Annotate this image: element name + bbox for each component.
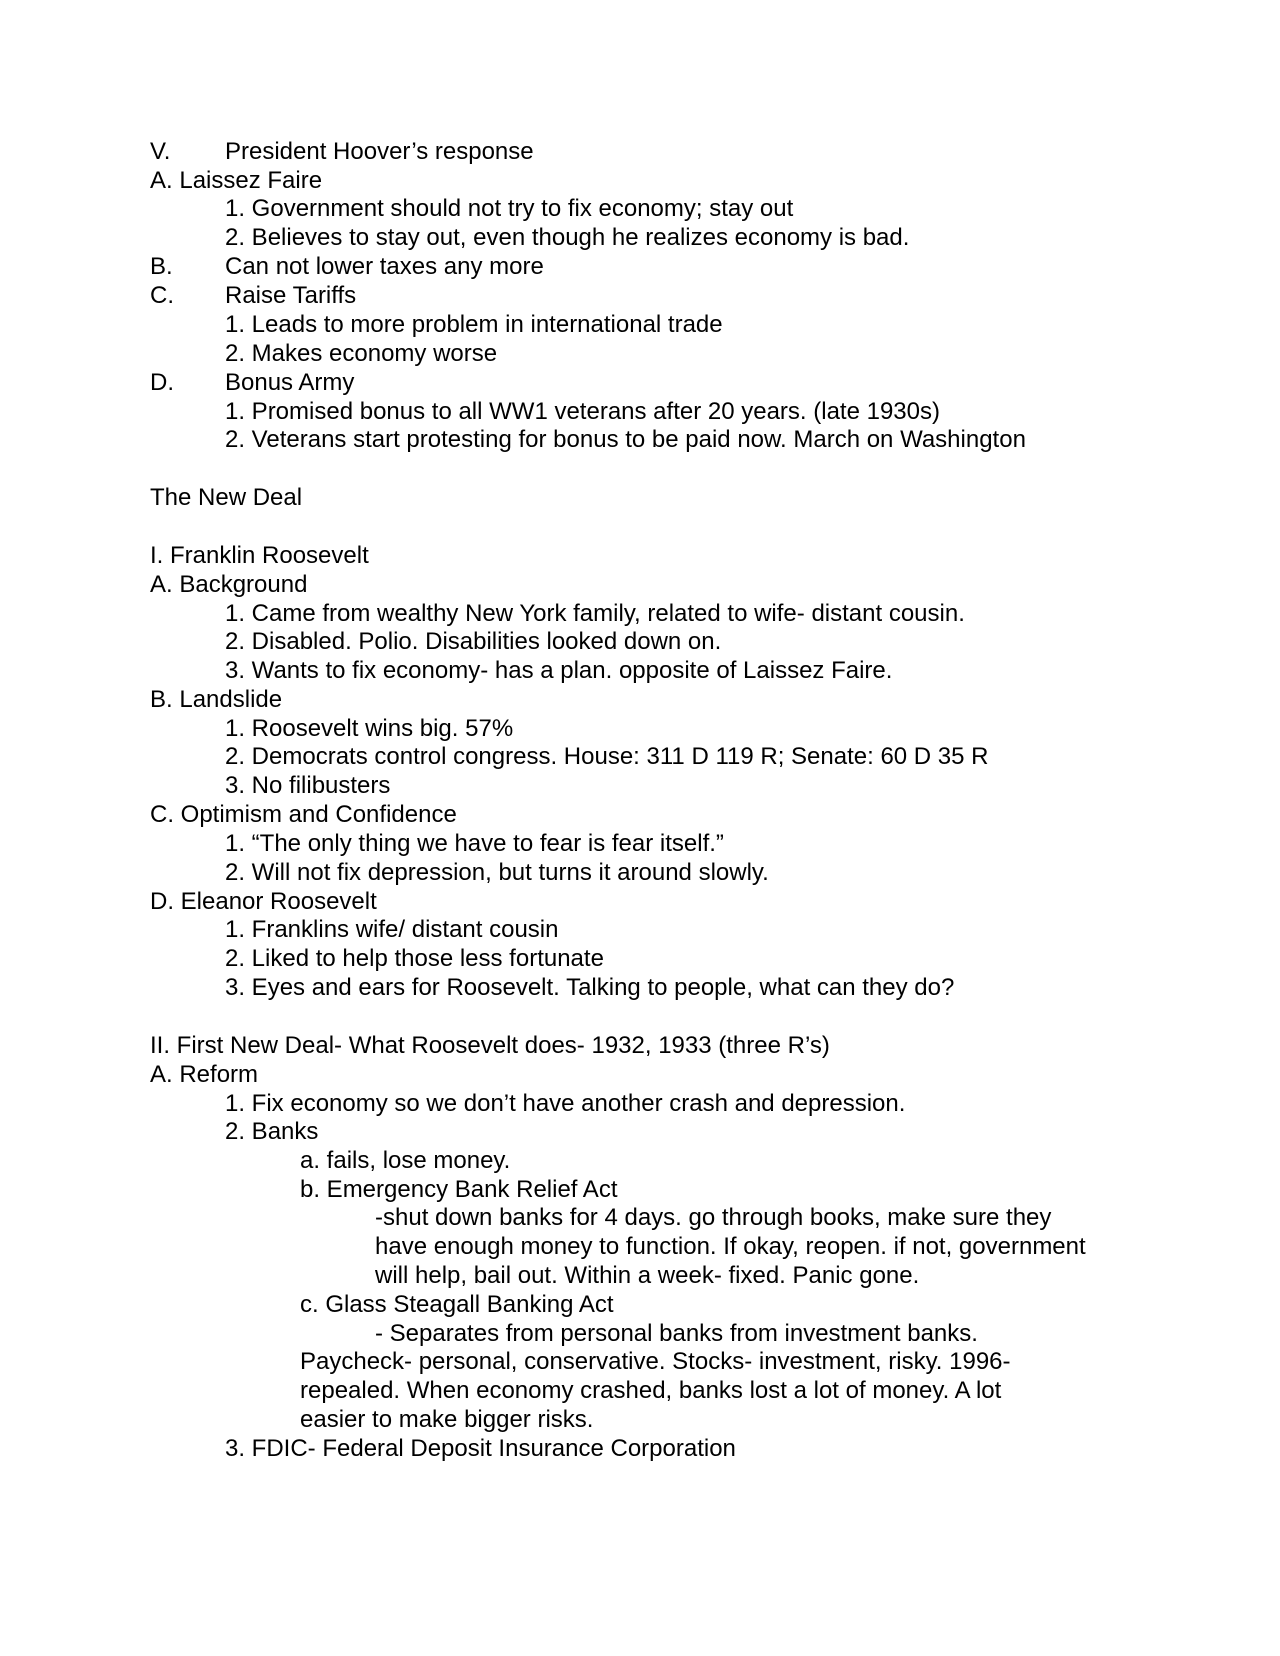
outline-line: have enough money to function. If okay, reopen. if not, government (375, 1233, 1086, 1260)
outline-line: a. fails, lose money. (300, 1147, 511, 1174)
outline-line: will help, bail out. Within a week- fixed. Panic gone. (375, 1262, 920, 1289)
outline-line: 1. Leads to more problem in international trade (225, 311, 723, 338)
outline-line: 1. “The only thing we have to fear is fear itself.” (225, 830, 724, 857)
outline-line: 2. Democrats control congress. House: 311 D 119 R; Senate: 60 D 35 R (225, 743, 989, 770)
outline-line: 2. Will not fix depression, but turns it around slowly. (225, 859, 769, 886)
outline-line: Raise Tariffs (225, 282, 357, 309)
outline-line: A. Laissez Faire (150, 167, 323, 194)
outline-line: President Hoover’s response (225, 138, 534, 165)
outline-line: -shut down banks for 4 days. go through books, make sure they (375, 1204, 1052, 1231)
outline-line: A. Reform (150, 1061, 259, 1088)
outline-line: 1. Fix economy so we don’t have another crash and depression. (225, 1090, 906, 1117)
outline-line: 1. Roosevelt wins big. 57% (225, 715, 514, 742)
outline-line: repealed. When economy crashed, banks lost a lot of money. A lot (300, 1377, 1002, 1404)
outline-line: A. Background (150, 571, 308, 598)
outline-line: 2. Liked to help those less fortunate (225, 945, 604, 972)
outline-marker: D. (150, 369, 174, 396)
outline-line: 1. Promised bonus to all WW1 veterans after 20 years. (late 1930s) (225, 398, 940, 425)
outline-line: 2. Believes to stay out, even though he realizes economy is bad. (225, 224, 910, 251)
outline-line: II. First New Deal- What Roosevelt does- 1932, 1933 (three R’s) (150, 1032, 830, 1059)
outline-line: easier to make bigger risks. (300, 1406, 594, 1433)
outline-line: 1. Franklins wife/ distant cousin (225, 916, 559, 943)
outline-line: 1. Government should not try to fix economy; stay out (225, 195, 794, 222)
outline-line: 2. Makes economy worse (225, 340, 498, 367)
outline-line: Can not lower taxes any more (225, 253, 544, 280)
outline-line: - Separates from personal banks from investment banks. (375, 1320, 978, 1347)
outline-line: 2. Veterans start protesting for bonus to be paid now. March on Washington (225, 426, 1026, 453)
outline-marker: V. (150, 138, 171, 165)
outline-line: 1. Came from wealthy New York family, related to wife- distant cousin. (225, 600, 965, 627)
outline-marker: C. (150, 282, 174, 309)
outline-line: Bonus Army (225, 369, 355, 396)
outline-line: 2. Banks (225, 1118, 319, 1145)
outline-line: 3. Eyes and ears for Roosevelt. Talking to people, what can they do? (225, 974, 955, 1001)
outline-line: I. Franklin Roosevelt (150, 542, 369, 569)
outline-line: Paycheck- personal, conservative. Stocks- investment, risky. 1996- (300, 1348, 1011, 1375)
outline-line: c. Glass Steagall Banking Act (300, 1291, 614, 1318)
outline-line: The New Deal (150, 484, 303, 511)
outline-line: 3. No filibusters (225, 772, 391, 799)
outline-marker: B. (150, 253, 173, 280)
outline-line: 2. Disabled. Polio. Disabilities looked down on. (225, 628, 722, 655)
outline-line: B. Landslide (150, 686, 283, 713)
outline-line: D. Eleanor Roosevelt (150, 888, 377, 915)
outline-line: C. Optimism and Confidence (150, 801, 457, 828)
outline-line: 3. Wants to fix economy- has a plan. opposite of Laissez Faire. (225, 657, 893, 684)
outline-line: b. Emergency Bank Relief Act (300, 1176, 618, 1203)
outline-line: 3. FDIC- Federal Deposit Insurance Corporation (225, 1435, 736, 1462)
